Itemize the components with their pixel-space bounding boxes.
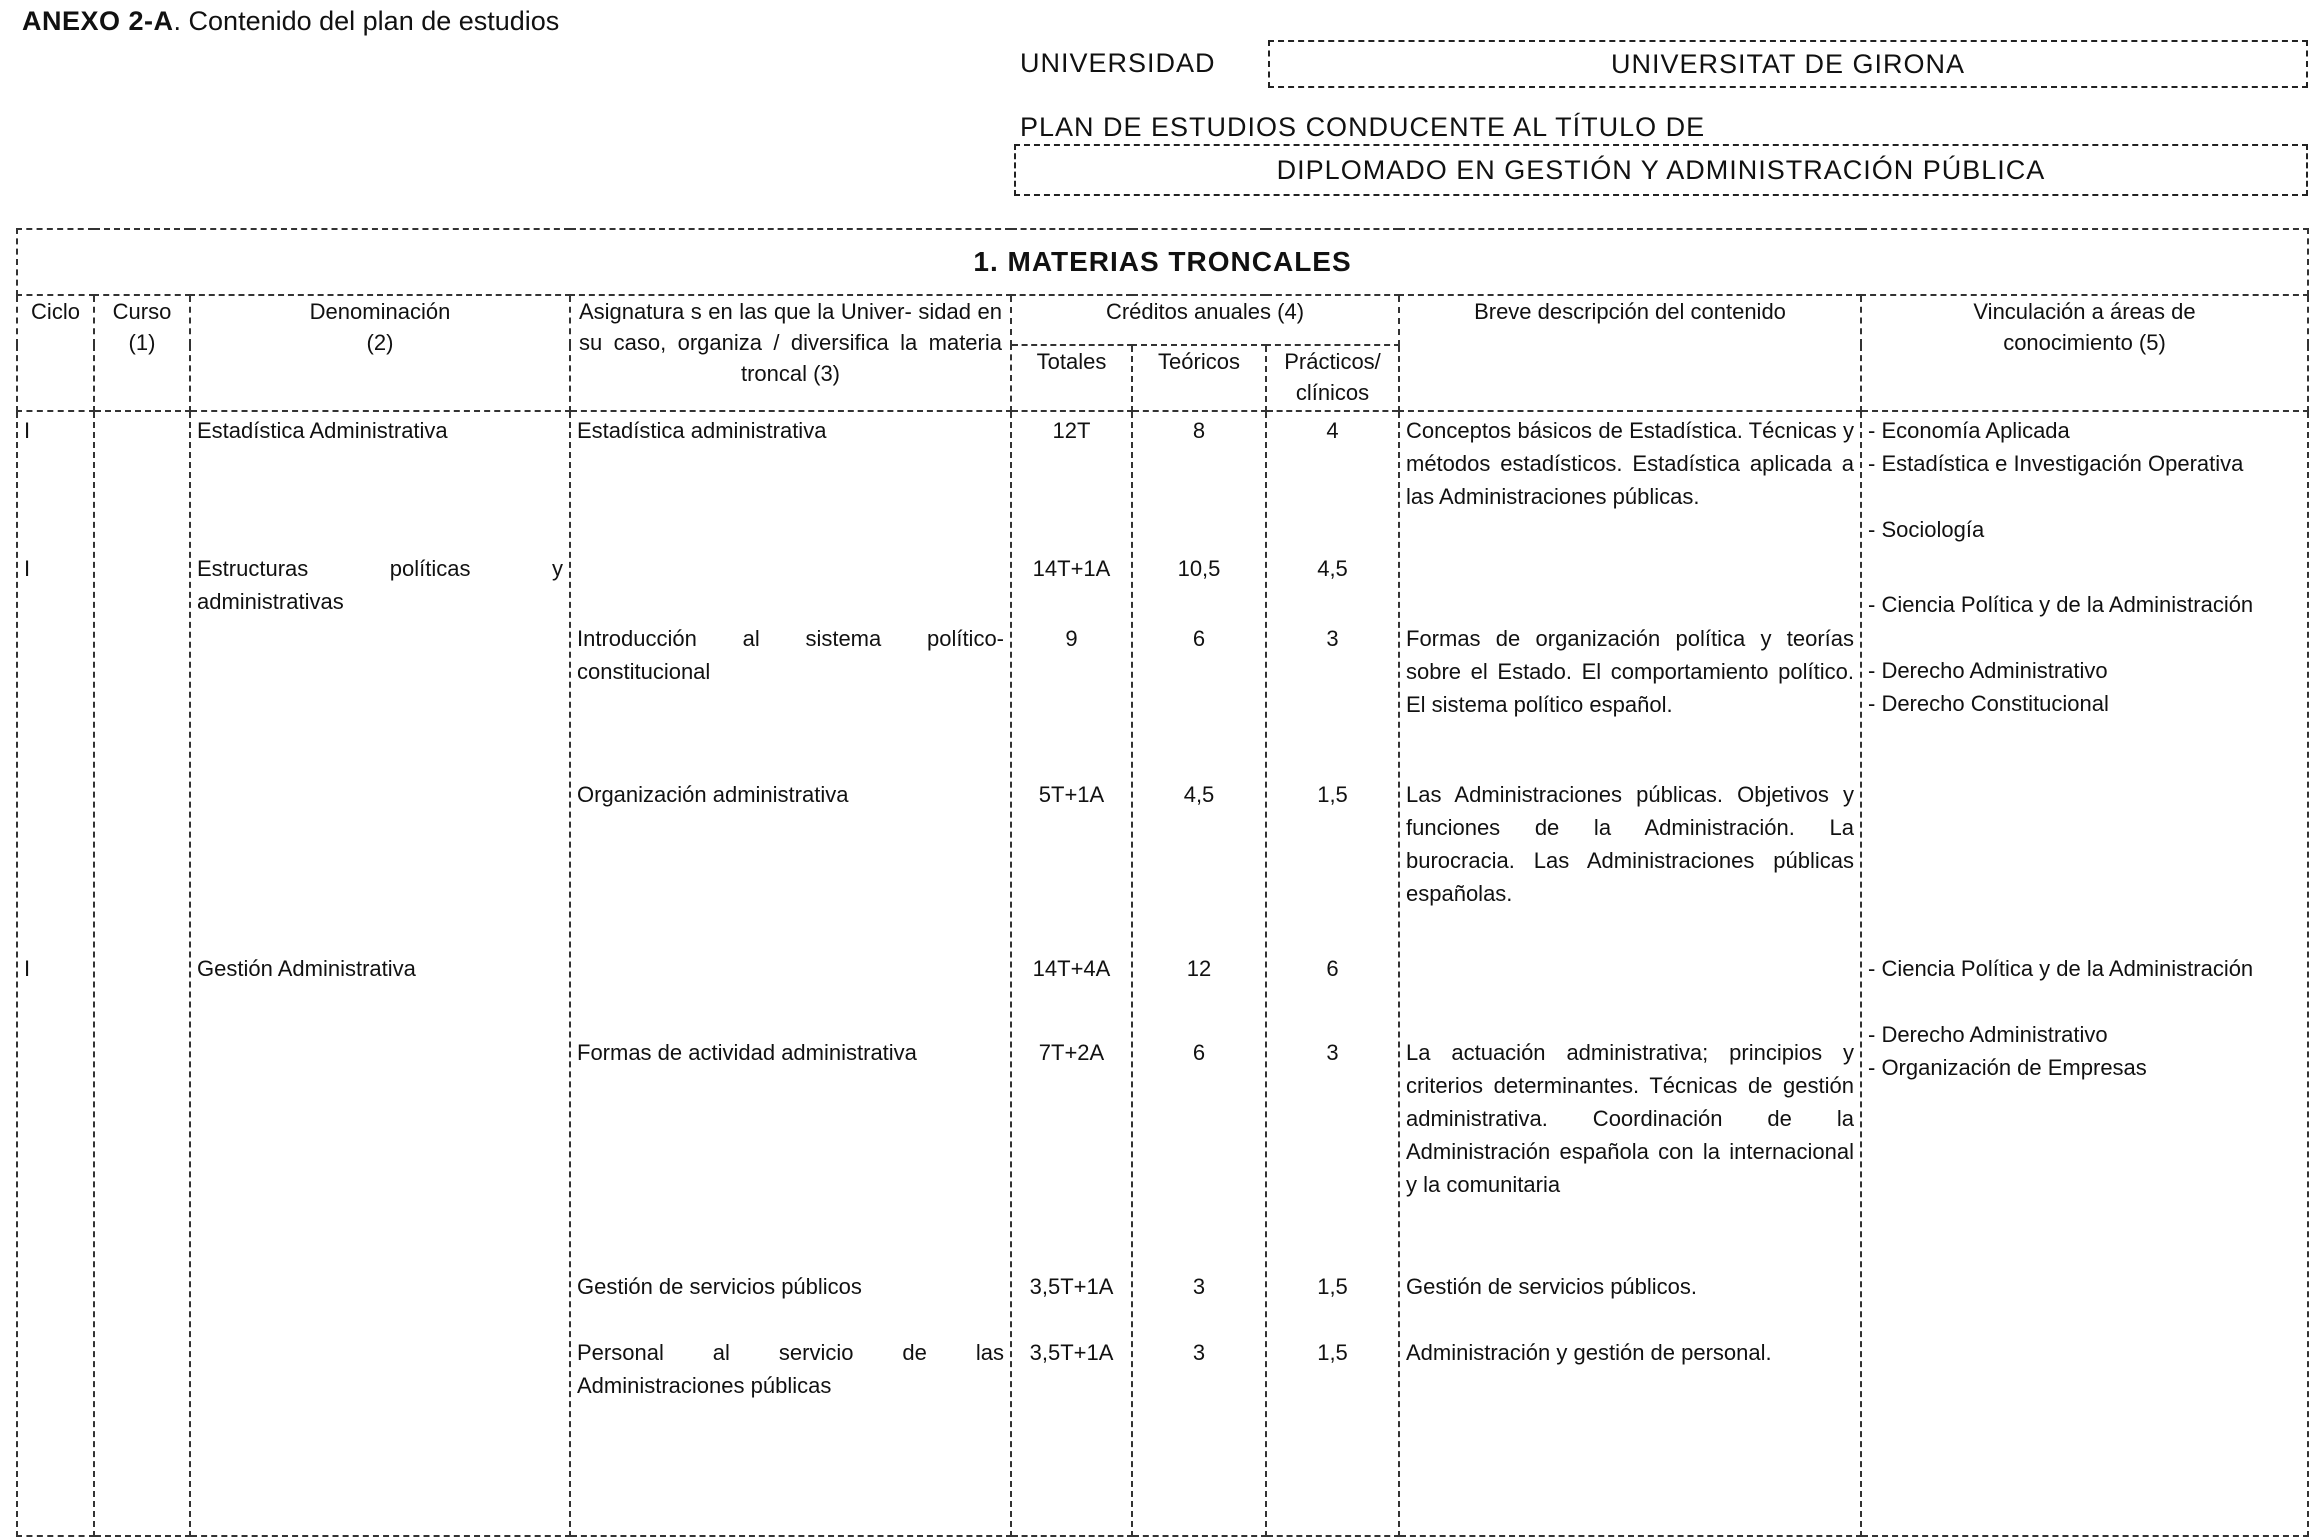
column-totales: [1011, 411, 1132, 1536]
materias-troncales-table: [16, 228, 2309, 1537]
ciclo-cell: I: [24, 418, 31, 443]
asignatura-cell: Gestión de servicios públicos: [577, 1274, 862, 1299]
descripcion-cell: Conceptos básicos de Estadística. Técnicas y métodos estadísticos. Estadística aplicada a las Administraciones públicas.: [1406, 418, 1854, 509]
totales-cell: 12T: [1052, 418, 1091, 443]
header-practicos: Prácticos/ clínicos: [1266, 345, 1399, 411]
vinculacion-item: - Economía Aplicada: [1868, 418, 2070, 443]
totales-cell: 3,5T+1A: [1029, 1340, 1114, 1365]
denominacion-cell: Estructuras políticas y administrativas: [197, 556, 563, 614]
practicos-cell: 4,5: [1317, 556, 1348, 581]
totales-cell: 3,5T+1A: [1029, 1274, 1114, 1299]
vinculacion-item: - Ciencia Política y de la Administración: [1868, 956, 2254, 981]
plan-label: PLAN DE ESTUDIOS CONDUCENTE AL TÍTULO DE: [1020, 112, 1706, 142]
totales-cell: 9: [1065, 626, 1078, 651]
column-ciclo: [17, 411, 94, 1536]
column-asignaturas: [570, 411, 1011, 1536]
universidad-label: UNIVERSIDAD: [1020, 48, 1216, 78]
practicos-cell: 3: [1326, 626, 1339, 651]
teoricos-cell: 10,5: [1177, 556, 1221, 581]
table-title: 1. MATERIAS TRONCALES: [17, 229, 2308, 295]
vinculacion-item: - Estadística e Investigación Operativa: [1868, 451, 2244, 476]
header-descripcion: Breve descripción del contenido: [1399, 295, 1861, 411]
column-denominacion: [190, 411, 570, 1536]
vinculacion-item: - Derecho Administrativo: [1868, 658, 2108, 683]
asignatura-cell: Organización administrativa: [577, 782, 849, 807]
asignatura-cell: Personal al servicio de las Administraciones públicas: [577, 1340, 1004, 1398]
vinculacion-item: - Ciencia Política y de la Administración: [1868, 592, 2254, 617]
titulo-value: DIPLOMADO EN GESTIÓN Y ADMINISTRACIÓN PÚBLICA: [1014, 144, 2308, 196]
teoricos-cell: 6: [1192, 626, 1206, 651]
descripcion-cell: Formas de organización política y teorías sobre el Estado. El comportamiento político. El sistema político español.: [1406, 626, 1854, 717]
descripcion-cell: Las Administraciones públicas. Objetivos y funciones de la Administración. La burocracia. Las Administraciones públicas españolas.: [1406, 782, 1854, 906]
descripcion-cell: Administración y gestión de personal.: [1406, 1340, 1772, 1365]
teoricos-cell: 8: [1192, 418, 1206, 443]
header-creditos: Créditos anuales (4): [1011, 295, 1399, 345]
totales-cell: 7T+2A: [1038, 1040, 1105, 1065]
descripcion-cell: Gestión de servicios públicos.: [1406, 1274, 1698, 1299]
practicos-cell: 1,5: [1317, 1340, 1348, 1365]
totales-cell: 5T+1A: [1038, 782, 1105, 807]
teoricos-cell: 4,5: [1183, 782, 1215, 807]
asignatura-cell: Formas de actividad administrativa: [577, 1040, 917, 1065]
totales-cell: 14T+1A: [1032, 556, 1111, 581]
header-ciclo: Ciclo: [17, 295, 94, 411]
column-teoricos: [1132, 411, 1266, 1536]
header-asignaturas: Asignatura s en las que la Univer- sidad en su caso, organiza / diversifica la materia troncal (3): [570, 295, 1011, 411]
annex-text: . Contenido del plan de estudios: [173, 6, 560, 36]
ciclo-cell: I: [24, 556, 31, 581]
header-totales: Totales: [1011, 345, 1132, 411]
header-denominacion: Denominación (2): [190, 295, 570, 411]
vinculacion-item: - Derecho Administrativo: [1868, 1022, 2108, 1047]
asignatura-cell: Introducción al sistema político-constitucional: [577, 626, 1004, 684]
vinculacion-item: - Derecho Constitucional: [1868, 691, 2109, 716]
header-teoricos: Teóricos: [1132, 345, 1266, 411]
ciclo-cell: I: [24, 956, 31, 981]
denominacion-cell: Estadística Administrativa: [197, 418, 448, 443]
header-curso: Curso (1): [94, 295, 190, 411]
vinculacion-item: - Sociología: [1868, 517, 1985, 542]
practicos-cell: 4: [1326, 418, 1339, 443]
header-vinculacion: Vinculación a áreas de conocimiento (5): [1861, 295, 2308, 411]
practicos-cell: 1,5: [1317, 1274, 1348, 1299]
column-descripcion: [1399, 411, 1861, 1536]
annex-heading: [22, 6, 559, 37]
asignatura-cell: Estadística administrativa: [577, 418, 827, 443]
column-vinculacion: [1861, 411, 2308, 1536]
vinculacion-item: - Organización de Empresas: [1868, 1055, 2147, 1080]
annex-label: ANEXO 2-A: [22, 6, 174, 36]
teoricos-cell: 6: [1192, 1040, 1206, 1065]
practicos-cell: 6: [1326, 956, 1339, 981]
practicos-cell: 3: [1326, 1040, 1339, 1065]
teoricos-cell: 3: [1192, 1340, 1206, 1365]
descripcion-cell: La actuación administrativa; principios y criterios determinantes. Técnicas de gestión administrativa. Coordinación de la Administración española con la internacional y la comunitaria: [1406, 1040, 1854, 1197]
denominacion-cell: Gestión Administrativa: [197, 956, 416, 981]
universidad-value: UNIVERSITAT DE GIRONA: [1268, 40, 2308, 88]
teoricos-cell: 3: [1192, 1274, 1206, 1299]
column-practicos: [1266, 411, 1399, 1536]
practicos-cell: 1,5: [1317, 782, 1348, 807]
totales-cell: 14T+4A: [1032, 956, 1111, 981]
column-curso: [94, 411, 190, 1536]
teoricos-cell: 12: [1186, 956, 1212, 981]
